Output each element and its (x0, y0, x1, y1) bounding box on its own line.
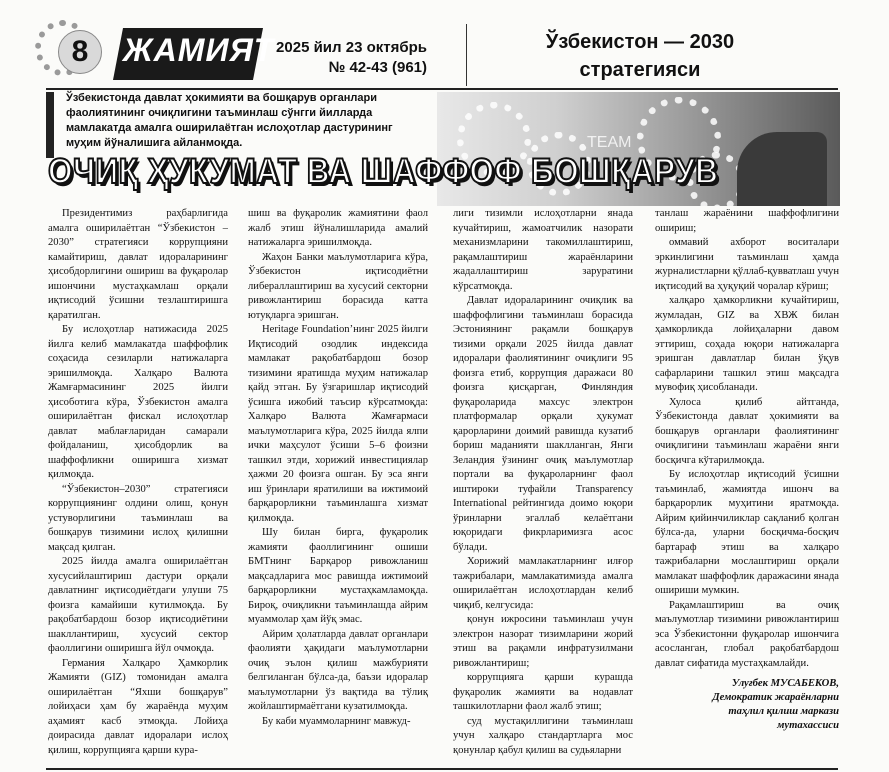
paragraph: Хулоса қилиб айтганда, Ўзбекистонда давлат ҳокимияти ва бошқарув органлари фаолиятининг очиқлигини таъминлаш жараёни янги босқичга кўтарилмоқда. (655, 396, 839, 466)
header-divider (466, 24, 467, 86)
section-label-text: ЖАМИЯТ (123, 32, 275, 68)
paragraph: оммавий ахборот воситалари эркинлигини таъминлаш ҳамда журналистларни қўллаб-қувватлаш учун иқтисодий ва ҳуқуқий чоралар кўриш; (655, 237, 839, 292)
paragraph: лиги тизимли ислоҳотларни янада кучайтириш, жамоатчилик назорати механизмларини такомиллаштириш, рақамлаштириш жараёнларини жадаллаштириш заруратини кўрсатмоқда. (453, 208, 633, 292)
paragraph: қонун ижросини таъминлаш учун электрон назорат тизимларини жорий этиш ва рақамли инфратузилмани ривожлантириш; (453, 614, 633, 669)
paragraph: коррупцияга қарши курашда фуқаролик жамияти ва нодавлат ташкилотларни фаол жалб этиш; (453, 672, 633, 712)
paragraph: Бу каби муаммоларнинг мавжуд- (262, 715, 411, 727)
column-4 (655, 207, 839, 767)
paragraph: Бу ислоҳотлар иқтисодий ўсишни таъминлаб, жамиятда ишонч ва барқарорлик муҳитини яратмоқда. Айрим қийинчиликлар сақланиб қолган бўлса-да, уларни босқичма-босқич бартараф этиш ва халқаро тажрибаларни мослаштириш орқали мамлакат шаффофлик даражасини янада ошириши мумкин. (655, 469, 839, 596)
paragraph: Хорижий мамлакатларнинг илғор тажрибалари, мамлакатимизда амалга оширилаётган ислоҳотлардан келиб чиқиб, келгусида: (453, 556, 633, 611)
author-position: мутахассиси (777, 720, 839, 731)
top-rule (46, 88, 838, 90)
bottom-rule (46, 768, 838, 770)
lead-paragraph: Ўзбекистонда давлат ҳокимияти ва бошқарув органлари фаолиятининг очиқлигини таъминлаш сўнгги йилларда мамлакатда амалга оширилаётган ислоҳотлар дастурининг муҳим йўналишига айланмоқда. (66, 92, 393, 149)
author-name: Улуғбек МУСАБЕКОВ, (731, 678, 839, 689)
paragraph: Жаҳон Банки маълумотларига кўра, Ўзбекистон иқтисодиётни либераллаштириш ва хусусий секторни ривожлантириш борасида катта ютуқларга эришган. (248, 251, 428, 321)
lead-accent-bar (46, 92, 54, 158)
paragraph: халқаро ҳамкорликни кучайтириш, жумладан, GIZ ва ХВЖ билан ҳамкорликда лойиҳаларни давом эттириш, соҳада юқори натижаларга эришган давлатлар билан ўқув сафарларини ташкил этиш мақсадга мувофиқ ҳисобланади. (655, 295, 839, 393)
photo-team-label: TEAM (587, 134, 632, 151)
paragraph: Президентимиз раҳбарлигида амалга оширилаётган “Ўзбекистон – 2030” стратегияси коррупцияни камайтириш, давлат идораларининг ҳисобдорлигини ошириш ва фуқаролар ишончини мустаҳкамлаш орқали иқтисодий ўсишни тезлаштиришга қаратилган. (48, 208, 228, 321)
paragraph: Германия Халқаро Ҳамкорлик Жамияти (GIZ) томонидан амалга оширилаётган “Яхши бошқарув” лойиҳаси ҳам бу жараёнда муҳим аҳамият касб этмоқда. Лойиҳа доирасида давлат идоралари ислоҳ қилиш, коррупцияга қарши кура- (48, 657, 228, 756)
issue-number: № 42-43 (961) (328, 59, 427, 76)
paragraph: 2025 йилда амалга оширилаётган хусусийлаштириш дастури орқали давлатнинг иқтисодиётдаги улуши 75 фоизга камайиши кутилмоқда. Бу рақобатбардош бозор иқтисодиётини шакллантириш, хусусий сектор фаоллигини оширишга йўл очмоқда. (48, 556, 228, 654)
photo-hand (737, 132, 827, 206)
paragraph: танлаш жараёнини шаффофлигини ошириш; (655, 208, 839, 234)
column-3 (453, 207, 633, 767)
paragraph: Бу ислоҳотлар натижасида 2025 йилга келиб мамлакатда шаффофлик соҳасида сезиларли натижаларга эришилмоқда. Халқаро Валюта Жамғармасининг 2025 йилги ҳисоботига кўра, Ўзбекистон амалга оширилаётган фискал ислоҳотлар давлат маблағларидан самарали фойдаланиш, ҳисобдорлик ва шаффофликни оширишга хизмат қилмоқда. (48, 324, 228, 480)
article-headline: ОЧИҚ ҲУКУМАТ ВА ШАФФОФ БОШҚАРУВ (48, 152, 719, 191)
page-number: 8 (58, 30, 102, 74)
paragraph: Heritage Foundation’нинг 2025 йилги Иқтисодий озодлик индексида мамлакат рақобатбардош бозор тизимини яратишда муҳим натижалар қайд этган. Бу ўзгаришлар иқтисодий ўсишга ижобий таъсир кўрсатмоқда: Халқаро Валюта Жамғармаси маълумотларига кўра, 2025 йилда ялпи ички маҳсулот ўсиши 5–6 фоизни ташкил этди, хорижий инвестициялар ҳажми 20 фоизга ошган. Бу эса янги иш ўринлари яратилиши ва ижтимоий барқарорликни таъминлашга хизмат қилмоқда. (248, 324, 428, 524)
paragraph: Шу билан бирга, фуқаролик жамияти фаоллигининг ошиши БМТнинг Барқарор ривожланиш мақсадларига мос равишда ижтимоий барқарорликни мустаҳкамламоқда. Бироқ, очиқликни таъминлашда айрим муаммолар ҳам йўқ эмас. (248, 527, 428, 625)
paragraph: “Ўзбекистон–2030” стратегияси коррупциянинг олдини олиш, қонун устуворлигини таъминлаш ва бошқарув тизимини ислоҳ қилишни мақсад қилган. (48, 483, 228, 553)
strategy-line-1: Ўзбекистон — 2030 (545, 31, 735, 53)
paragraph: шиш ва фуқаролик жамиятини фаол жалб этиш йўналишларида амалий натижаларга эришилмоқда. (248, 208, 428, 248)
author-position: Демократик жараёнларни (712, 692, 839, 703)
paragraph: Айрим ҳолатларда давлат органлари фаолияти ҳақидаги маълумотларни очиқ эълон қилиш мажбурияти белгиланган бўлса-да, баъзи идоралар маълумотларни ўз вақтида ва тўлиқ жойлаштирмаётгани кузатилмоқда. (248, 628, 428, 712)
issue-date: 2025 йил 23 октябрь (276, 39, 427, 56)
strategy-title (490, 28, 790, 84)
paragraph: суд мустақиллигини таъминлаш учун халқаро стандартларга мос қонунлар қабул қилиш ва судьяларни (453, 715, 633, 756)
section-label (113, 28, 275, 80)
column-1 (48, 207, 228, 767)
author-position: таҳлил қилиш маркази (728, 706, 839, 717)
paragraph: Рақамлаштириш ва очиқ маълумотлар тизимини ривожлантириш эса Ўзбекистонни фуқаролар ишончига асосланган, глобал рақобатбардош давлат сифатида мустаҳкамлайди. (655, 599, 839, 669)
issue-info (265, 38, 427, 78)
strategy-line-2: стратегияси (579, 59, 701, 81)
paragraph: Давлат идораларининг очиқлик ва шаффофлигини таъминлаш борасида Эстониянинг рақамли бошқарув тизими орқали 2025 йилда давлат идоралари фаолиятининг очиқлиги 95 фоизга етиб, коррупция даражаси 80 фоизга қисқарган, Финляндия фуқароларида махсус электрон платформалар орқали ҳукумат қарорларини доимий равишда кузатиб бориш маданияти шаклланган, Янги Зеландия ўзининг очиқ маълумотлар портали ва фуқароларнинг фаол иштироки туфайли Transparency International рейтингида доимо юқори ўринларни эгаллаб келаётгани юқоридаги фикрларимизга асос бўлади. (453, 295, 633, 553)
author-signature (655, 677, 839, 733)
column-2 (248, 207, 428, 767)
